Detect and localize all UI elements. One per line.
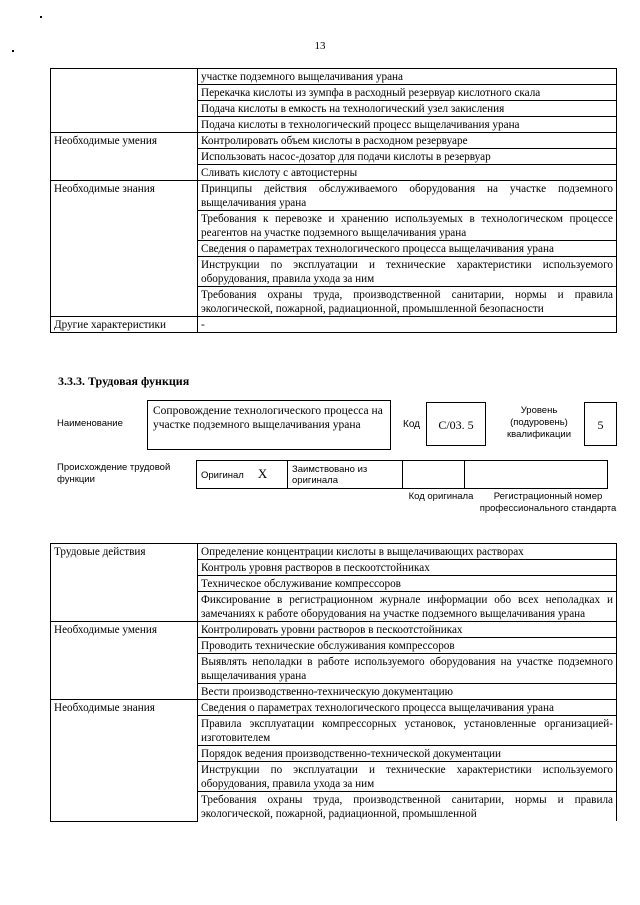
original-mark: X	[257, 466, 268, 481]
row-text: Контролировать объем кислоты в расходном резервуаре	[198, 133, 617, 149]
row-label: Необходимые умения	[51, 133, 198, 181]
row-text: Принципы действия обслуживаемого оборудования на участке подземного выщелачивания урана	[198, 181, 617, 211]
row-label: Другие характеристики	[51, 317, 198, 333]
row-text: Сведения о параметрах технологического процесса выщелачивания урана	[198, 241, 617, 257]
row-label	[51, 69, 198, 133]
row-text: Подача кислоты в технологический процесс выщелачивания урана	[198, 117, 617, 133]
row-label: Необходимые умения	[51, 622, 198, 700]
row-text: Вести производственно-техническую документацию	[198, 684, 617, 700]
row-text: Инструкции по эксплуатации и технические характеристики используемого оборудования, правила ухода за ним	[198, 257, 617, 287]
name-label: Наименование	[57, 418, 123, 429]
row-label: Трудовые действия	[51, 544, 198, 622]
row-text: Требования к перевозке и хранению используемых в технологическом процессе реагентов на участке подземного выщелачивания урана	[198, 211, 617, 241]
row-text: -	[198, 317, 617, 333]
function-name-box: Сопровождение технологического процесса на участке подземного выщелачивания урана	[147, 400, 391, 450]
row-text: Фиксирование в регистрационном журнале информации обо всех неполадках и замечаниях к работе оборудования на участке подземного выщелачивания урана	[198, 592, 617, 622]
code-original-caption: Код оригинала	[408, 491, 474, 502]
row-text: Использовать насос-дозатор для подачи кислоты в резервуар	[198, 149, 617, 165]
origin-table	[196, 460, 608, 489]
row-text: Правила эксплуатации компрессорных установок, установленные организацией-изготовителем	[198, 716, 617, 746]
row-label: Необходимые знания	[51, 181, 198, 317]
table-row	[51, 700, 617, 716]
row-text: Контролировать уровни растворов в пескоотстойниках	[198, 622, 617, 638]
table-row	[51, 544, 617, 560]
row-text: Сведения о параметрах технологического процесса выщелачивания урана	[198, 700, 617, 716]
level-label: Уровень (подуровень) квалификации	[506, 405, 572, 440]
row-text: участке подземного выщелачивания урана	[198, 69, 617, 85]
row-text: Требования охраны труда, производственной санитарии, нормы и правила экологической, пожарной, радиационной, промышленной	[198, 792, 617, 822]
row-text: Перекачка кислоты из зумпфа в расходный резервуар кислотного скала	[198, 85, 617, 101]
table-row	[51, 133, 617, 149]
borrowed-cell: Заимствовано из оригинала	[288, 461, 403, 489]
row-text: Проводить технические обслуживания компрессоров	[198, 638, 617, 654]
row-text: Определение концентрации кислоты в выщелачивающих растворах	[198, 544, 617, 560]
page-number: 13	[314, 40, 326, 52]
table-row	[51, 317, 617, 333]
code-box: С/03. 5	[426, 402, 486, 446]
requirements-table-bottom	[50, 543, 617, 822]
row-text: Техническое обслуживание компрессоров	[198, 576, 617, 592]
code-label: Код	[403, 419, 421, 430]
row-text: Подача кислоты в емкость на технологический узел закисления	[198, 101, 617, 117]
row-text: Контроль уровня растворов в пескоотстойниках	[198, 560, 617, 576]
origin-label: Происхождение трудовой функции	[57, 462, 171, 485]
row-text: Требования охраны труда, производственной санитарии, нормы и правила экологической, пожарной, радиационной, промышленной безопасности	[198, 287, 617, 317]
row-label: Необходимые знания	[51, 700, 198, 822]
row-text: Инструкции по эксплуатации и технические характеристики используемого оборудования, правила ухода за ним	[198, 762, 617, 792]
scan-speck	[40, 16, 42, 18]
row-text: Сливать кислоту с автоцистерны	[198, 165, 617, 181]
reg-number-cell	[465, 461, 608, 489]
original-cell	[197, 461, 288, 489]
row-text: Выявлять неполадки в работе используемого оборудования на участке подземного выщелачивания урана	[198, 654, 617, 684]
table-row	[51, 181, 617, 211]
section-title: 3.3.3. Трудовая функция	[58, 374, 190, 388]
table-row	[51, 622, 617, 638]
requirements-table-top	[50, 68, 617, 333]
original-code-cell	[403, 461, 465, 489]
table-row	[51, 69, 617, 85]
reg-number-caption: Регистрационный номер профессионального стандарта	[479, 491, 617, 514]
original-label: Оригинал	[201, 470, 244, 481]
row-text: Порядок ведения производственно-технической документации	[198, 746, 617, 762]
level-box: 5	[584, 402, 617, 446]
